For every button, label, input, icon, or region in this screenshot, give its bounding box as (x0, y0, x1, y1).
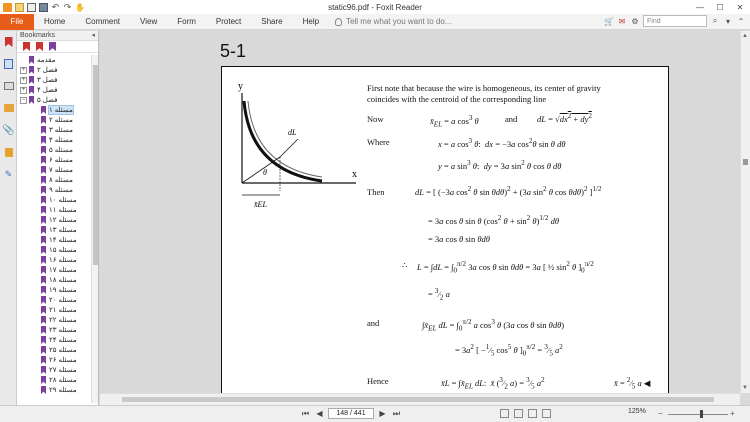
bookmark-icon (5, 37, 13, 47)
bookmark-icon (41, 306, 46, 314)
eq-dl-expanded: dL = [ (−3a $\cos^2 \theta$ sin θdθ)$^2$ + (3a $\sin^2 \theta$ cos θdθ)$^2$ ]$^{1/2}$ (415, 185, 602, 197)
signature-icon: ✎ (4, 168, 13, 179)
bookmarks-toolbar (17, 41, 98, 53)
document-scroll-thumb[interactable] (743, 159, 748, 165)
close-icon[interactable]: ✕ (736, 2, 744, 12)
bookmark-item[interactable] (17, 235, 91, 245)
document-vertical-scrollbar[interactable] (740, 31, 750, 393)
bookmark-item[interactable] (17, 255, 91, 265)
bookmark-item[interactable] (17, 165, 91, 175)
expand-bookmark-icon[interactable] (23, 42, 30, 51)
bookmark-item[interactable] (17, 305, 91, 315)
figure-y-label: y (238, 81, 243, 92)
nav-security[interactable] (0, 141, 17, 163)
eq-y-where: y = a $\sin^3 \theta$: dy = 3a $\sin^2 \theta$ cos θ dθ (438, 159, 562, 171)
bookmark-tree (17, 55, 91, 403)
bookmark-item[interactable] (17, 155, 91, 165)
bookmark-label: مسئله ۲۷ (49, 367, 77, 374)
window-controls (690, 0, 750, 14)
bookmark-icon (41, 116, 46, 124)
zoom-control (628, 408, 646, 415)
nav-signatures[interactable] (0, 163, 17, 185)
eq-answer: x̄ = $^2⁄_5$ a ◀ (614, 376, 651, 391)
bookmark-icon (29, 76, 34, 84)
bookmark-item[interactable] (17, 185, 91, 195)
eq-dl-final: = 3a cos θ sin θdθ (428, 234, 490, 244)
bookmark-item[interactable] (17, 285, 91, 295)
previous-page-icon[interactable]: ◀ (316, 409, 323, 418)
bookmark-item[interactable] (17, 225, 91, 235)
eq-hence: x̄L = $\int x̄_{EL}$ dL: x̄ ($^3⁄_2$ $a) = ^3⁄_5$ $a^2$ (441, 376, 545, 391)
bookmark-icon (41, 246, 46, 254)
bookmark-icon (41, 376, 46, 384)
word-therefore: ∴ (402, 260, 408, 270)
intro-line-2: coincides with the centroid of the corresponding line (367, 94, 547, 104)
tell-me-box[interactable] (335, 17, 451, 26)
word-and-2: and (367, 318, 380, 328)
bookmarks-title: Bookmarks (20, 32, 56, 39)
bookmark-icon (29, 56, 34, 64)
document-viewport[interactable] (100, 31, 740, 393)
bookmark-label: مسئله ۲۲ (49, 317, 77, 324)
bookmark-label: مسئله ۲۸ (49, 377, 77, 384)
delete-bookmark-icon[interactable] (36, 42, 43, 51)
bookmark-icon (41, 256, 46, 264)
eq-x-where: x = a $\cos^3 \theta$: dx = −3a $\cos^2\theta$ sin θ dθ (438, 137, 566, 149)
bookmark-label: مسئله ۱۳ (49, 227, 77, 234)
pdf-page (221, 66, 669, 393)
bookmark-item[interactable] (17, 125, 91, 135)
bookmark-label: مسئله ۹ (49, 187, 73, 194)
bookmark-label: مقدمه (37, 57, 56, 64)
bookmark-icon (41, 366, 46, 374)
bookmark-item[interactable] (17, 245, 91, 255)
eq-length-result: = $^3⁄_2$ a (428, 287, 450, 302)
bookmark-icon (41, 276, 46, 284)
bookmarks-scrollbar[interactable] (91, 55, 98, 403)
quick-access-toolbar (0, 3, 84, 12)
panel-collapse-icon[interactable]: ◂ (91, 32, 95, 39)
continuous-page-icon[interactable] (514, 409, 523, 418)
bookmark-icon (41, 336, 46, 344)
bookmark-icon (41, 326, 46, 334)
bookmark-label: مسئله ۲۹ (49, 387, 77, 394)
ribbon-right-tools (604, 15, 746, 27)
scroll-up-icon[interactable]: ▲ (742, 33, 748, 39)
nav-layers[interactable] (0, 75, 17, 97)
bookmark-label: مسئله ۱۸ (49, 277, 77, 284)
figure-x-label: x (352, 169, 357, 180)
bookmark-label: مسئله ۷ (49, 167, 73, 174)
eq-xel: $x̄_{EL} = a$ $\cos^3 \theta$ (430, 114, 479, 129)
bookmark-item[interactable] (17, 375, 91, 385)
bookmark-label: مسئله ۶ (49, 157, 73, 164)
bookmark-label: مسئله ۳ (49, 127, 73, 134)
maximize-icon[interactable]: ☐ (716, 2, 724, 12)
nav-attachments[interactable] (0, 119, 17, 141)
word-hence: Hence (367, 376, 389, 386)
bookmark-label: مسئله ۱۷ (49, 267, 77, 274)
word-and-1: and (505, 114, 518, 124)
bookmark-label: مسئله ۱۲ (49, 217, 77, 224)
bookmark-icon (41, 146, 46, 154)
bookmarks-header (17, 31, 98, 41)
bookmark-item[interactable] (17, 115, 91, 125)
bookmark-item[interactable] (17, 195, 91, 205)
zoom-out-icon[interactable]: − (658, 409, 663, 418)
search-options-icon[interactable]: ▾ (725, 16, 730, 26)
bookmark-icon (41, 386, 46, 394)
minimize-icon[interactable]: — (696, 2, 704, 12)
nav-pages[interactable] (0, 53, 17, 75)
tab-help[interactable]: Help (302, 17, 320, 26)
navigation-panel-strip (0, 31, 17, 405)
single-page-icon[interactable] (500, 409, 509, 418)
bookmark-icon (41, 186, 46, 194)
collapse-icon[interactable]: − (21, 96, 26, 103)
bookmark-item[interactable] (17, 295, 91, 305)
mail-icon[interactable]: ✉ (618, 16, 626, 26)
document-horizontal-scrollbar[interactable] (100, 393, 740, 405)
tab-protect[interactable]: Protect (215, 17, 242, 26)
bookmark-label: مسئله ۲ (49, 117, 73, 124)
nav-bookmarks[interactable] (0, 31, 17, 53)
title-bar (0, 0, 750, 14)
figure-dl-label: dL (288, 128, 297, 137)
bookmark-icon (41, 176, 46, 184)
bookmark-item[interactable] (17, 315, 91, 325)
redo-icon[interactable]: ↷ (63, 1, 72, 12)
first-page-icon[interactable]: ⏮ (301, 408, 310, 418)
bookmark-item[interactable] (17, 355, 91, 365)
continuous-facing-icon[interactable] (542, 409, 551, 418)
bookmark-label: مسئله ۴ (49, 137, 73, 144)
bookmark-item[interactable] (17, 105, 91, 115)
open-folder-icon[interactable] (15, 3, 24, 12)
bookmark-label: مسئله ۸ (49, 177, 73, 184)
tab-view[interactable]: View (140, 17, 158, 26)
bookmark-icon (41, 346, 46, 354)
expand-icon[interactable]: + (21, 86, 26, 93)
bookmark-icon (41, 206, 46, 214)
bookmark-chapter[interactable] (17, 75, 91, 85)
foxit-logo-icon (3, 3, 12, 12)
bookmark-label: مسئله ۲۶ (49, 357, 77, 364)
bookmark-label: مسئله ۲۱ (49, 307, 77, 314)
ribbon-collapse-icon[interactable]: ⌃ (737, 16, 745, 26)
layers-icon (4, 82, 14, 90)
bookmark-item[interactable] (17, 135, 91, 145)
tab-form[interactable]: Form (177, 17, 196, 26)
undo-icon[interactable]: ↶ (51, 1, 60, 12)
tab-file[interactable]: File (0, 14, 34, 30)
page-heading: 5-1 (220, 41, 247, 61)
eq-dl: dL = $√dx^2 + dy^2$ (537, 112, 592, 124)
bookmark-label: مسئله ۱۱ (49, 207, 77, 214)
bookmark-label: مسئله ۵ (49, 147, 73, 154)
zoom-slider-knob[interactable] (700, 410, 703, 418)
bookmark-item[interactable] (17, 275, 91, 285)
bookmark-item[interactable] (17, 365, 91, 375)
save-icon[interactable] (39, 3, 48, 12)
bookmark-label: مسئله ۱ (49, 107, 73, 114)
bookmark-label: مسئله ۲۵ (49, 347, 77, 354)
bookmark-icon (41, 156, 46, 164)
word-then: Then (367, 187, 385, 197)
search-icon[interactable]: ⌕ (712, 16, 718, 25)
window-title: static96.pdf - Foxit Reader (328, 2, 422, 12)
lock-icon (5, 148, 13, 157)
bookmark-icon (41, 356, 46, 364)
word-where: Where (367, 137, 390, 147)
bookmark-icon (41, 166, 46, 174)
tab-share[interactable]: Share (261, 17, 283, 26)
bookmark-icon (41, 126, 46, 134)
bookmark-chapter[interactable] (17, 95, 91, 105)
bookmark-icon (41, 266, 46, 274)
bookmark-label: مسئله ۱۹ (49, 287, 77, 294)
settings-icon[interactable]: ⚙ (631, 16, 639, 26)
bookmark-item[interactable] (17, 325, 91, 335)
bookmark-icon (41, 216, 46, 224)
bookmark-chapter[interactable] (17, 85, 91, 95)
add-bookmark-icon[interactable] (49, 42, 56, 51)
ribbon-tabs (0, 14, 750, 30)
figure-xel-label: x̄EL (254, 200, 267, 209)
status-bar (0, 405, 750, 422)
bookmark-icon (41, 106, 46, 114)
bookmark-item[interactable] (17, 345, 91, 355)
word-now: Now (367, 114, 384, 124)
bookmark-icon (41, 316, 46, 324)
bookmark-label: مسئله ۱۶ (49, 257, 77, 264)
bookmark-label: مسئله ۱۰ (49, 197, 77, 204)
view-mode-buttons (500, 409, 551, 418)
bookmark-icon (41, 296, 46, 304)
next-page-icon[interactable]: ▶ (379, 409, 386, 418)
bookmark-icon (41, 286, 46, 294)
cart-icon[interactable]: 🛒 (604, 16, 614, 26)
eq-length: $L = \int dL = \int_0^{\pi/2}$ 3a cos θ sin θdθ = 3a [ ½ $\sin^2 \theta$ ]$_0^{\pi/2}$ (417, 260, 594, 275)
eq-moment: $\int x̄_{EL}$ dL = $\int_0^{\pi/2}$ a $\cos^3 \theta$ (3a cos θ sin θdθ) (422, 318, 565, 333)
facing-page-icon[interactable] (528, 409, 537, 418)
horizontal-scroll-thumb[interactable] (122, 397, 714, 402)
page-navigation (300, 408, 402, 419)
comment-icon (4, 104, 14, 112)
bookmark-item[interactable] (17, 385, 91, 395)
bookmark-label: فصل ۵ (37, 97, 58, 104)
bookmark-chapter[interactable] (17, 65, 91, 75)
bookmark-icon (41, 226, 46, 234)
bookmark-label: فصل ۲ (37, 67, 58, 74)
lightbulb-icon (335, 18, 342, 26)
bookmark-icon (29, 86, 34, 94)
bookmark-item[interactable] (17, 265, 91, 275)
print-icon[interactable] (27, 3, 36, 12)
wire-figure (228, 75, 368, 225)
expand-icon[interactable]: + (21, 76, 26, 83)
bookmark-item[interactable] (17, 145, 91, 155)
eq-dl-simplified: = 3a cos θ sin θ ($\cos^2$ $\theta + \sin^2 \theta)^{1/2}$ dθ (428, 214, 559, 226)
hand-tool-icon[interactable]: ✋ (75, 2, 85, 12)
zoom-level[interactable]: 125% (628, 408, 646, 415)
bookmark-item[interactable] (17, 215, 91, 225)
bookmarks-panel (17, 31, 99, 405)
pages-icon (4, 59, 13, 69)
tab-home[interactable]: Home (44, 17, 66, 26)
bookmark-chapter[interactable] (17, 55, 91, 65)
tab-comment[interactable]: Comment (85, 17, 121, 26)
bookmark-icon (29, 96, 34, 104)
eq-moment-result: = $3a^2$ [ $-^1⁄_5$ $\cos^5 \theta$ ]$_0^{\pi/2}$ = $^3⁄_5$ $a^2$ (455, 343, 563, 358)
figure-theta-label: θ (263, 168, 267, 177)
bookmark-item[interactable] (17, 175, 91, 185)
find-input[interactable]: Find (643, 15, 707, 27)
bookmark-icon (41, 236, 46, 244)
expand-icon[interactable]: + (21, 66, 26, 73)
zoom-in-icon[interactable]: + (730, 409, 735, 418)
scroll-down-icon[interactable]: ▼ (742, 385, 748, 391)
tell-me-placeholder: Tell me what you want to do... (346, 17, 452, 26)
zoom-slider[interactable] (668, 414, 728, 415)
bookmark-label: مسئله ۲۴ (49, 337, 77, 344)
bookmark-label: مسئله ۱۵ (49, 247, 77, 254)
paperclip-icon: 📎 (2, 124, 15, 136)
bookmark-icon (41, 196, 46, 204)
bookmark-icon (41, 136, 46, 144)
bookmark-label: فصل ۳ (37, 77, 58, 84)
bookmark-item[interactable] (17, 335, 91, 345)
bookmark-label: مسئله ۱۴ (49, 237, 77, 244)
bookmarks-scroll-thumb[interactable] (93, 65, 98, 265)
bookmark-label: فصل ۴ (37, 87, 58, 94)
bookmark-icon (29, 66, 34, 74)
page-number-field[interactable]: 148 / 441 (328, 408, 374, 419)
bookmark-label: مسئله ۲۰ (49, 297, 77, 304)
last-page-icon[interactable]: ⏭ (392, 408, 401, 418)
intro-line-1: First note that because the wire is homogeneous, its center of gravity (367, 83, 601, 93)
bookmark-item[interactable] (17, 205, 91, 215)
bookmark-label: مسئله ۲۳ (49, 327, 77, 334)
nav-comments[interactable] (0, 97, 17, 119)
